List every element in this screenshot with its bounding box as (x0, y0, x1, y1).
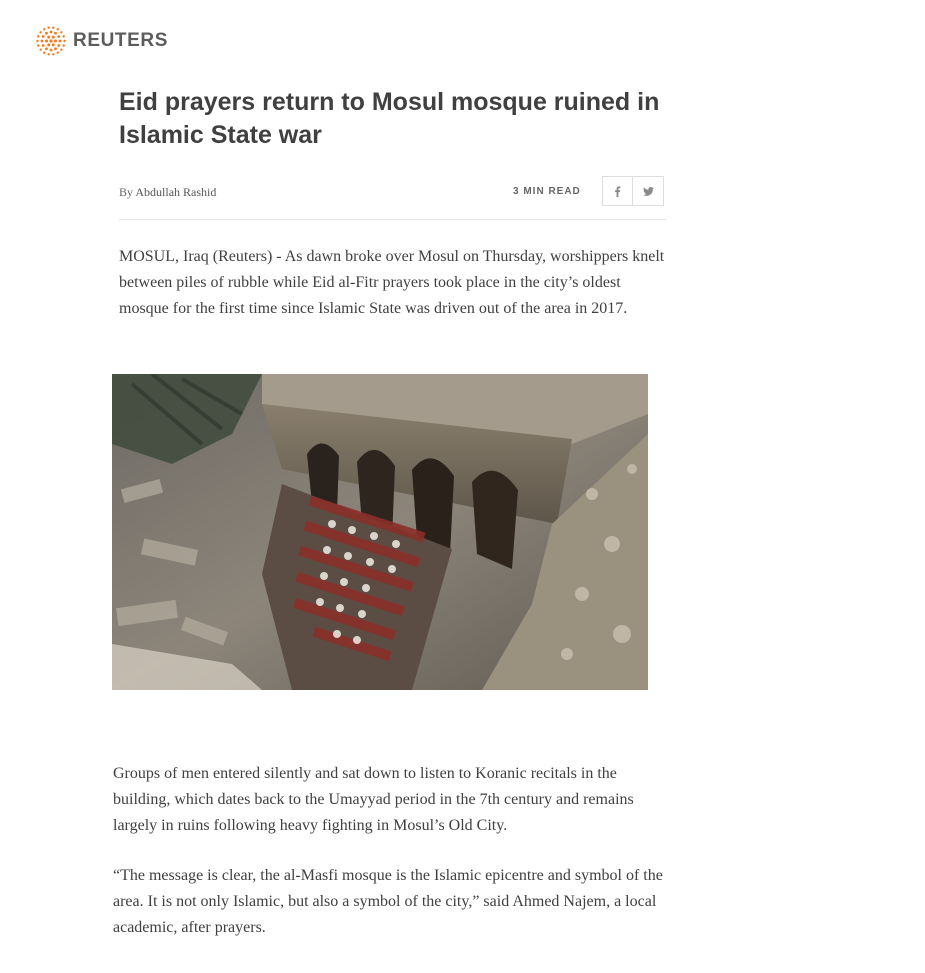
article-photo (112, 374, 648, 690)
brand-name: REUTERS (73, 30, 168, 51)
twitter-share-button[interactable] (633, 176, 664, 206)
facebook-icon (612, 186, 623, 197)
reuters-logo-icon (35, 25, 67, 57)
author-link[interactable]: Abdullah Rashid (135, 185, 217, 199)
read-time: 3 MIN READ (513, 186, 581, 197)
divider (119, 219, 666, 220)
article-paragraph: MOSUL, Iraq (Reuters) - As dawn broke over Mosul on Thursday, worshippers knelt between piles of rubble while Eid al-Fitr prayers took place in the city’s oldest mosque for the first time since Islamic State was driven out of the area in 2017. (119, 248, 665, 317)
twitter-icon (643, 186, 654, 197)
reuters-logo[interactable] (35, 25, 168, 57)
article-paragraph: “The message is clear, the al-Masfi mosque is the Islamic epicentre and symbol of the area. It is not only Islamic, but also a symbol of the city,” said Ahmed Najem, a local academic, after prayers. (113, 867, 663, 936)
byline-prefix: By (119, 185, 134, 199)
article-headline: Eid prayers return to Mosul mosque ruined in Islamic State war (119, 88, 660, 149)
article-paragraph: Groups of men entered silently and sat down to listen to Koranic recitals in the building, which dates back to the Umayyad period in the 7th century and remains largely in ruins following heavy fighting in Mosul’s Old City. (113, 765, 634, 834)
share-buttons (602, 176, 664, 206)
facebook-share-button[interactable] (602, 176, 633, 206)
byline (119, 185, 216, 200)
